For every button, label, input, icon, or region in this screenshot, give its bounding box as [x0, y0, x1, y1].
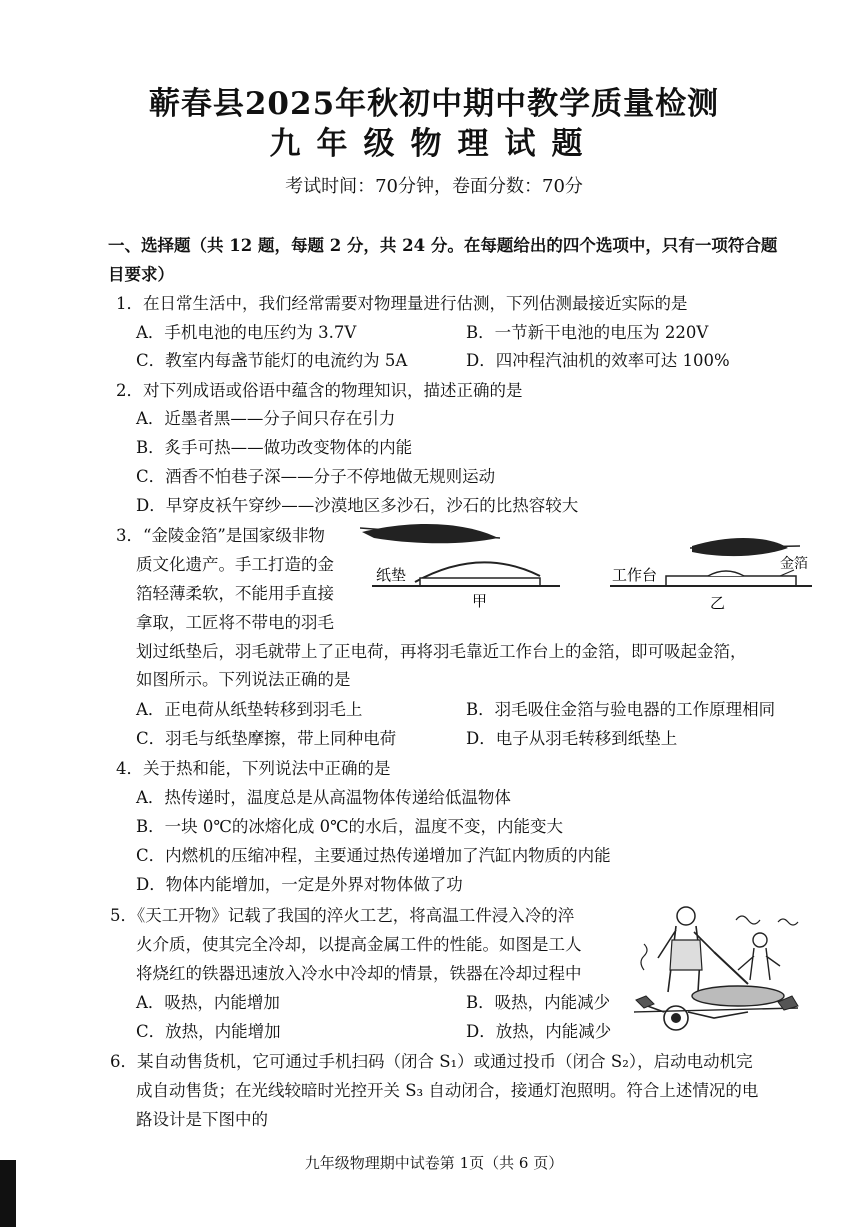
q6-stem-line: 6．某自动售货机，它可通过手机扫码（闭合 S₁）或通过投币（闭合 S₂），启动电动机完	[110, 1052, 753, 1071]
label-gold-foil: 金箔	[780, 556, 808, 572]
q3-option-c: C．羽毛与纸垫摩擦，带上同种电荷	[136, 729, 397, 748]
q3-stem-line: 3．“金陵金箔”是国家级非物	[116, 526, 325, 545]
q4-option-c: C．内燃机的压缩冲程，主要通过热传递增加了汽缸内物质的内能	[136, 846, 611, 865]
q2-option-d: D．早穿皮袄午穿纱——沙漠地区多沙石，沙石的比热容较大	[136, 496, 579, 515]
q1-option-d: D．四冲程汽油机的效率可达 100%	[466, 351, 730, 370]
q5-option-b: B．吸热，内能减少	[466, 993, 611, 1012]
exam-meta: 考试时间：70分钟，卷面分数：70分	[285, 176, 583, 197]
scan-edge-mark	[0, 1160, 16, 1227]
section-heading-cont: 目要求）	[108, 265, 174, 284]
page-footer: 九年级物理期中试卷第 1页（共 6 页）	[304, 1154, 564, 1172]
q4-option-a: A．热传递时，温度总是从高温物体传递给低温物体	[136, 788, 511, 807]
exam-title: 蕲春县2025年秋初中期中教学质量检测	[148, 86, 720, 122]
q3-option-d: D．电子从羽毛转移到纸垫上	[466, 729, 678, 748]
q3-stem-line: 划过纸垫后，羽毛就带上了正电荷，再将羽毛靠近工作台上的金箔，即可吸起金箔，	[136, 642, 747, 661]
q3-stem-line: 箔轻薄柔软，不能用手直接	[136, 584, 334, 603]
label-work-table: 工作台	[612, 566, 658, 584]
q3-option-a: A．正电荷从纸垫转移到羽毛上	[136, 700, 363, 719]
q2-stem: 2．对下列成语或俗语中蕴含的物理知识，描述正确的是	[116, 381, 523, 400]
q3-stem-line: 拿取，工匠将不带电的羽毛	[136, 613, 334, 632]
q4-stem: 4．关于热和能，下列说法中正确的是	[116, 759, 391, 778]
exam-subtitle: 九年级物理试题	[269, 126, 599, 162]
q2-option-c: C．酒香不怕巷子深——分子不停地做无规则运动	[136, 467, 496, 486]
label-yi: 乙	[710, 594, 726, 612]
section-heading: 一、选择题（共 12 题，每题 2 分，共 24 分。在每题给出的四个选项中，只有一项符合题	[108, 236, 778, 255]
q6-stem-line: 成自动售货；在光线较暗时光控开关 S₃ 自动闭合，接通灯泡照明。符合上述情况的电	[136, 1081, 759, 1100]
q5-stem-line: 将烧红的铁器迅速放入冷水中冷却的情景，铁器在冷却过程中	[136, 964, 582, 983]
q2-option-b: B．炙手可热——做功改变物体的内能	[136, 438, 413, 457]
label-paper-pad: 纸垫	[376, 566, 407, 584]
q3-stem-line: 如图所示。下列说法正确的是	[136, 670, 351, 689]
q4-option-d: D．物体内能增加，一定是外界对物体做了功	[136, 875, 463, 894]
q1-option-b: B．一节新干电池的电压为 220V	[466, 323, 709, 342]
q5-stem-line: 火介质，使其完全冷却，以提高金属工件的性能。如图是工人	[136, 935, 582, 954]
q1-option-c: C．教室内每盏节能灯的电流约为 5A	[136, 351, 408, 370]
q1-option-a: A．手机电池的电压约为 3.7V	[136, 323, 357, 342]
paper-pad	[420, 578, 540, 586]
q2-option-a: A．近墨者黑——分子间只存在引力	[136, 409, 396, 428]
work-table	[666, 576, 796, 586]
q5-option-d: D．放热，内能减少	[466, 1022, 612, 1041]
q3-stem-line: 质文化遗产。手工打造的金	[136, 555, 334, 574]
q4-option-b: B．一块 0℃的冰熔化成 0℃的水后，温度不变，内能变大	[136, 817, 564, 836]
q5-option-c: C．放热，内能增加	[136, 1022, 281, 1041]
q3-option-b: B．羽毛吸住金箔与验电器的工作原理相同	[466, 700, 776, 719]
q5-stem-line: 5．《天工开物》记载了我国的淬火工艺，将高温工件浸入冷的淬	[110, 906, 575, 925]
label-jia: 甲	[472, 592, 488, 610]
q5-option-a: A．吸热，内能增加	[136, 993, 280, 1012]
q6-stem-line: 路设计是下图中的	[136, 1110, 268, 1129]
q1-stem: 1．在日常生活中，我们经常需要对物理量进行估测，下列估测最接近实际的是	[116, 294, 688, 313]
q3-figure	[360, 518, 820, 618]
quenching-illustration	[628, 900, 804, 1036]
feather-icon	[690, 538, 800, 556]
feather-icon	[360, 524, 500, 543]
